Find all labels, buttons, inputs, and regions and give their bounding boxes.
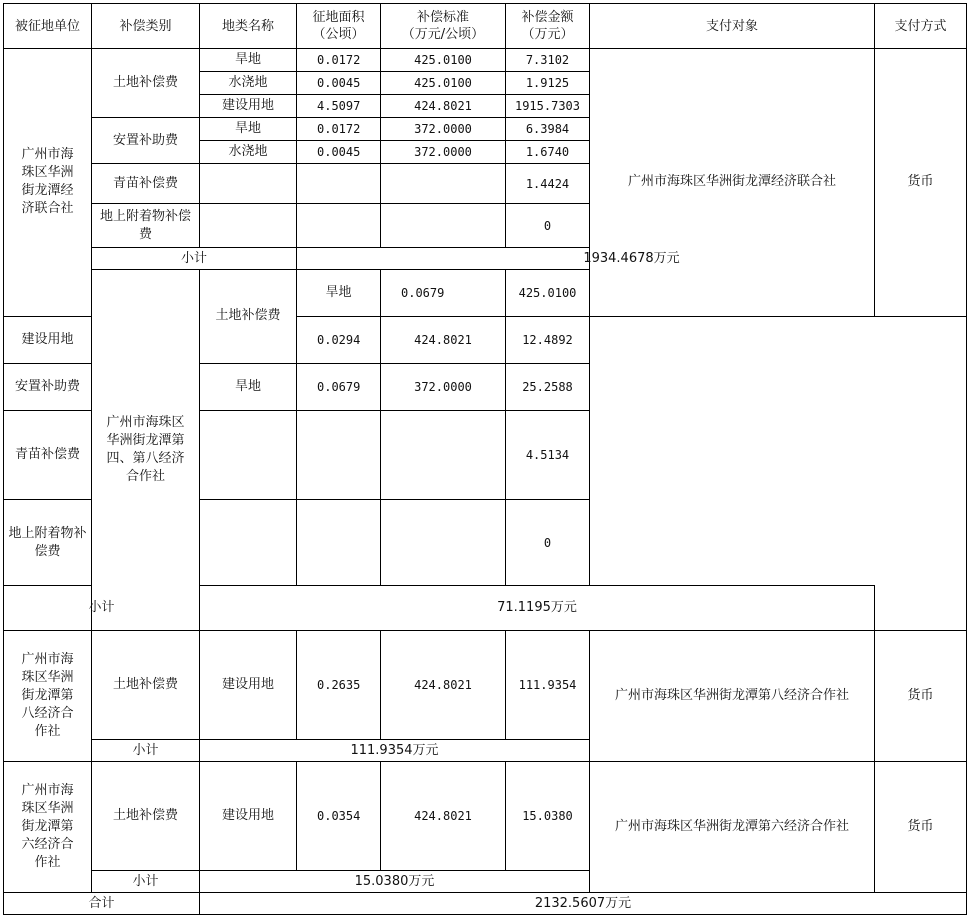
category-name: 安置补助费 xyxy=(4,363,92,410)
category-name: 青苗补偿费 xyxy=(92,164,200,204)
unit-name: 广州市海珠区华洲街龙潭经济联合社 xyxy=(4,49,92,317)
land-type xyxy=(200,204,297,248)
land-type: 旱地 xyxy=(200,118,297,141)
category-name: 土地补偿费 xyxy=(92,631,200,740)
land-type xyxy=(200,164,297,204)
land-type xyxy=(200,500,297,586)
standard-value: 424.8021 xyxy=(381,631,506,740)
subtotal-value: 1934.4678万元 xyxy=(297,248,967,270)
header-unit: 被征地单位 xyxy=(4,4,92,49)
amount-value: 15.0380 xyxy=(506,762,590,871)
compensation-table xyxy=(3,3,967,915)
standard-value: 372.0000 xyxy=(381,141,506,164)
subtotal-value: 71.1195万元 xyxy=(200,586,875,631)
category-name: 土地补偿费 xyxy=(92,762,200,871)
standard-value xyxy=(381,410,506,500)
subtotal-label: 小计 xyxy=(92,248,297,270)
subtotal-value: 111.9354万元 xyxy=(200,740,590,762)
category-name: 土地补偿费 xyxy=(92,49,200,118)
header-amount: 补偿金额 （万元） xyxy=(506,4,590,49)
land-type: 建设用地 xyxy=(4,316,92,363)
area-value: 0.0172 xyxy=(297,118,381,141)
standard-value xyxy=(381,164,506,204)
area-value: 4.5097 xyxy=(297,95,381,118)
area-value xyxy=(297,204,381,248)
amount-value: 1.6740 xyxy=(506,141,590,164)
standard-value: 424.8021 xyxy=(381,316,506,363)
land-type: 建设用地 xyxy=(200,95,297,118)
standard-value: 424.8021 xyxy=(381,762,506,871)
area-value xyxy=(297,410,381,500)
amount-value: 7.3102 xyxy=(506,49,590,72)
land-type: 建设用地 xyxy=(200,762,297,871)
header-standard: 补偿标准 （万元/公顷） xyxy=(381,4,506,49)
amount-value: 6.3984 xyxy=(506,118,590,141)
area-value xyxy=(297,500,381,586)
area-value: 0.0294 xyxy=(297,316,381,363)
total-label: 合计 xyxy=(4,893,200,915)
category-name: 地上附着物补偿费 xyxy=(4,500,92,586)
payment-method: 货币 xyxy=(875,631,967,762)
table-row xyxy=(4,762,967,871)
amount-value: 25.2588 xyxy=(506,363,590,410)
area-value: 0.0172 xyxy=(297,49,381,72)
table-row xyxy=(4,49,967,72)
header-row xyxy=(4,4,967,49)
unit-name: 广州市海珠区华洲街龙潭第四、第八经济合作社 xyxy=(92,270,200,631)
area-value xyxy=(297,164,381,204)
land-type: 水浇地 xyxy=(200,72,297,95)
standard-value xyxy=(381,204,506,248)
standard-value: 425.0100 xyxy=(381,72,506,95)
area-value: 0.0045 xyxy=(297,72,381,95)
standard-value xyxy=(381,500,506,586)
standard-value: 372.0000 xyxy=(381,118,506,141)
category-name: 安置补助费 xyxy=(92,118,200,164)
amount-value: 4.5134 xyxy=(506,410,590,500)
category-name: 地上附着物补偿费 xyxy=(92,204,200,248)
header-category: 补偿类别 xyxy=(92,4,200,49)
payee-name: 广州市海珠区华洲街龙潭经济联合社 xyxy=(590,49,875,317)
category-name: 土地补偿费 xyxy=(200,270,297,364)
area-value: 0.2635 xyxy=(297,631,381,740)
category-name: 青苗补偿费 xyxy=(4,410,92,500)
amount-value: 1.4424 xyxy=(506,164,590,204)
payment-method: 货币 xyxy=(875,49,967,317)
payment-method: 货币 xyxy=(875,762,967,893)
standard-value: 424.8021 xyxy=(381,95,506,118)
area-value: 0.0354 xyxy=(297,762,381,871)
subtotal-label: 小计 xyxy=(92,740,200,762)
unit-name: 广州市海珠区华洲街龙潭第八经济合作社 xyxy=(4,631,92,762)
land-type: 旱地 xyxy=(297,270,381,317)
land-type: 水浇地 xyxy=(200,141,297,164)
land-type: 建设用地 xyxy=(200,631,297,740)
amount-value: 0 xyxy=(506,500,590,586)
standard-value: 425.0100 xyxy=(381,49,506,72)
header-area: 征地面积 （公顷） xyxy=(297,4,381,49)
subtotal-value: 15.0380万元 xyxy=(200,871,590,893)
amount-value: 1.9125 xyxy=(506,72,590,95)
subtotal-label: 小计 xyxy=(92,871,200,893)
total-row xyxy=(4,893,967,915)
subtotal-label: 小计 xyxy=(4,586,200,631)
area-value: 0.0679 xyxy=(297,363,381,410)
area-value: 0.0679 xyxy=(381,270,506,317)
land-type xyxy=(200,410,297,500)
table-row xyxy=(4,631,967,740)
land-type: 旱地 xyxy=(200,49,297,72)
subtotal-row xyxy=(4,248,967,270)
area-value: 0.0045 xyxy=(297,141,381,164)
amount-value: 12.4892 xyxy=(506,316,590,363)
amount-value: 111.9354 xyxy=(506,631,590,740)
standard-value: 372.0000 xyxy=(381,363,506,410)
amount-value: 1915.7303 xyxy=(506,95,590,118)
standard-value: 425.0100 xyxy=(506,270,590,317)
header-method: 支付方式 xyxy=(875,4,967,49)
unit-name: 广州市海珠区华洲街龙潭第六经济合作社 xyxy=(4,762,92,893)
amount-value: 0 xyxy=(506,204,590,248)
subtotal-row xyxy=(4,586,967,631)
payee-name: 广州市海珠区华洲街龙潭第八经济合作社 xyxy=(590,631,875,762)
land-type: 旱地 xyxy=(200,363,297,410)
total-value: 2132.5607万元 xyxy=(200,893,967,915)
header-land-type: 地类名称 xyxy=(200,4,297,49)
payee-name: 广州市海珠区华洲街龙潭第六经济合作社 xyxy=(590,762,875,893)
header-payee: 支付对象 xyxy=(590,4,875,49)
